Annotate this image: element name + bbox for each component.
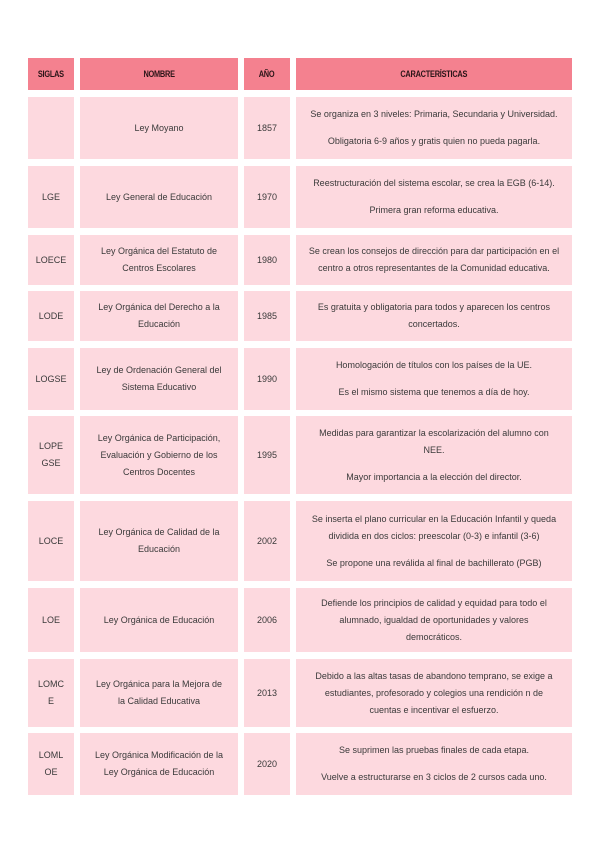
caracteristica-text: Reestructuración del sistema escolar, se crea la EGB (6-14). — [313, 178, 555, 188]
table-row — [0, 291, 600, 341]
table-row — [0, 659, 600, 727]
header-anio: AÑO — [244, 58, 290, 90]
cell-nombre: Ley Moyano — [80, 97, 238, 159]
cell-siglas: LODE — [28, 291, 74, 341]
cell-anio: 1990 — [244, 348, 290, 410]
cell-nombre: Ley General de Educación — [80, 166, 238, 228]
cell-anio: 2020 — [244, 733, 290, 795]
cell-nombre: Ley Orgánica Modificación de la Ley Orgánica de Educación — [80, 733, 238, 795]
caracteristica-text: Obligatoria 6-9 años y gratis quien no pueda pagarla. — [327, 136, 541, 146]
table-row — [0, 416, 600, 494]
cell-siglas: LOCE — [28, 501, 74, 581]
cell-caracteristicas — [296, 659, 572, 727]
cell-anio: 1995 — [244, 416, 290, 494]
cell-siglas: LOMLOE — [28, 733, 74, 795]
header-siglas: SIGLAS — [28, 58, 74, 90]
caracteristica-text: Se inserta el plano curricular en la Educación Infantil y queda dividida en dos ciclos: preescolar (0-3) e infantil (3-6) — [311, 513, 557, 541]
cell-anio: 2002 — [244, 501, 290, 581]
cell-caracteristicas — [296, 166, 572, 228]
cell-anio: 1980 — [244, 235, 290, 285]
cell-nombre: Ley Orgánica del Estatuto de Centros Escolares — [80, 235, 238, 285]
cell-nombre: Ley Orgánica de Calidad de la Educación — [80, 501, 238, 581]
table-row — [0, 733, 600, 795]
caracteristica-text: Medidas para garantizar la escolarización del alumno con NEE. — [319, 427, 549, 455]
table-header — [0, 58, 600, 90]
header-caracteristicas: CARACTERÍSTICAS — [296, 58, 572, 90]
caracteristica-text: Homologación de títulos con los países de la UE. — [335, 360, 533, 370]
cell-anio: 1985 — [244, 291, 290, 341]
cell-siglas: LOGSE — [28, 348, 74, 410]
caracteristica-text: Es el mismo sistema que tenemos a día de hoy. — [338, 387, 530, 397]
table-row — [0, 97, 600, 159]
caracteristica-text: Es gratuita y obligatoria para todos y aparecen los centros concertados. — [317, 302, 551, 329]
cell-caracteristicas — [296, 97, 572, 159]
cell-siglas: LGE — [28, 166, 74, 228]
cell-caracteristicas — [296, 291, 572, 341]
cell-caracteristicas — [296, 733, 572, 795]
cell-siglas: LOE — [28, 588, 74, 652]
cell-caracteristicas — [296, 501, 572, 581]
table-row — [0, 235, 600, 285]
caracteristica-text: Vuelve a estructurarse en 3 ciclos de 2 cursos cada uno. — [321, 772, 547, 782]
cell-caracteristicas — [296, 235, 572, 285]
cell-anio: 2013 — [244, 659, 290, 727]
caracteristica-text: Debido a las altas tasas de abandono temprano, se exige a estudiantes, profesorado y colegios una rendición n de cuentas e incentivar el esfuerzo. — [315, 670, 553, 715]
table-row — [0, 166, 600, 228]
cell-nombre: Ley de Ordenación General del Sistema Educativo — [80, 348, 238, 410]
table-row — [0, 501, 600, 581]
cell-nombre: Ley Orgánica de Educación — [80, 588, 238, 652]
cell-nombre: Ley Orgánica para la Mejora de la Calidad Educativa — [80, 659, 238, 727]
cell-caracteristicas — [296, 416, 572, 494]
table-row — [0, 588, 600, 652]
cell-caracteristicas — [296, 588, 572, 652]
cell-anio: 2006 — [244, 588, 290, 652]
header-nombre: NOMBRE — [80, 58, 238, 90]
caracteristica-text: Se propone una reválida al final de bachillerato (PGB) — [326, 557, 542, 568]
cell-siglas — [28, 97, 74, 159]
cell-nombre: Ley Orgánica de Participación, Evaluación y Gobierno de los Centros Docentes — [80, 416, 238, 494]
caracteristica-text: Primera gran reforma educativa. — [369, 205, 499, 215]
cell-caracteristicas — [296, 348, 572, 410]
caracteristica-text: Se crean los consejos de dirección para dar participación en el centro a otros representantes de la Comunidad educativa. — [308, 246, 560, 273]
caracteristica-text: Se organiza en 3 niveles: Primaria, Secundaria y Universidad. — [310, 109, 558, 119]
caracteristica-text: Se suprimen las pruebas finales de cada etapa. — [338, 745, 530, 755]
cell-siglas: LOECE — [28, 235, 74, 285]
table-row — [0, 348, 600, 410]
cell-anio: 1857 — [244, 97, 290, 159]
caracteristica-text: Defiende los principios de calidad y equidad para todo el alumnado, igualdad de oportunidades y valores democráticos. — [321, 597, 547, 642]
cell-anio: 1970 — [244, 166, 290, 228]
caracteristica-text: Mayor importancia a la elección del director. — [346, 471, 522, 482]
cell-siglas: LOPEGSE — [28, 416, 74, 494]
cell-nombre: Ley Orgánica del Derecho a la Educación — [80, 291, 238, 341]
cell-siglas: LOMCE — [28, 659, 74, 727]
